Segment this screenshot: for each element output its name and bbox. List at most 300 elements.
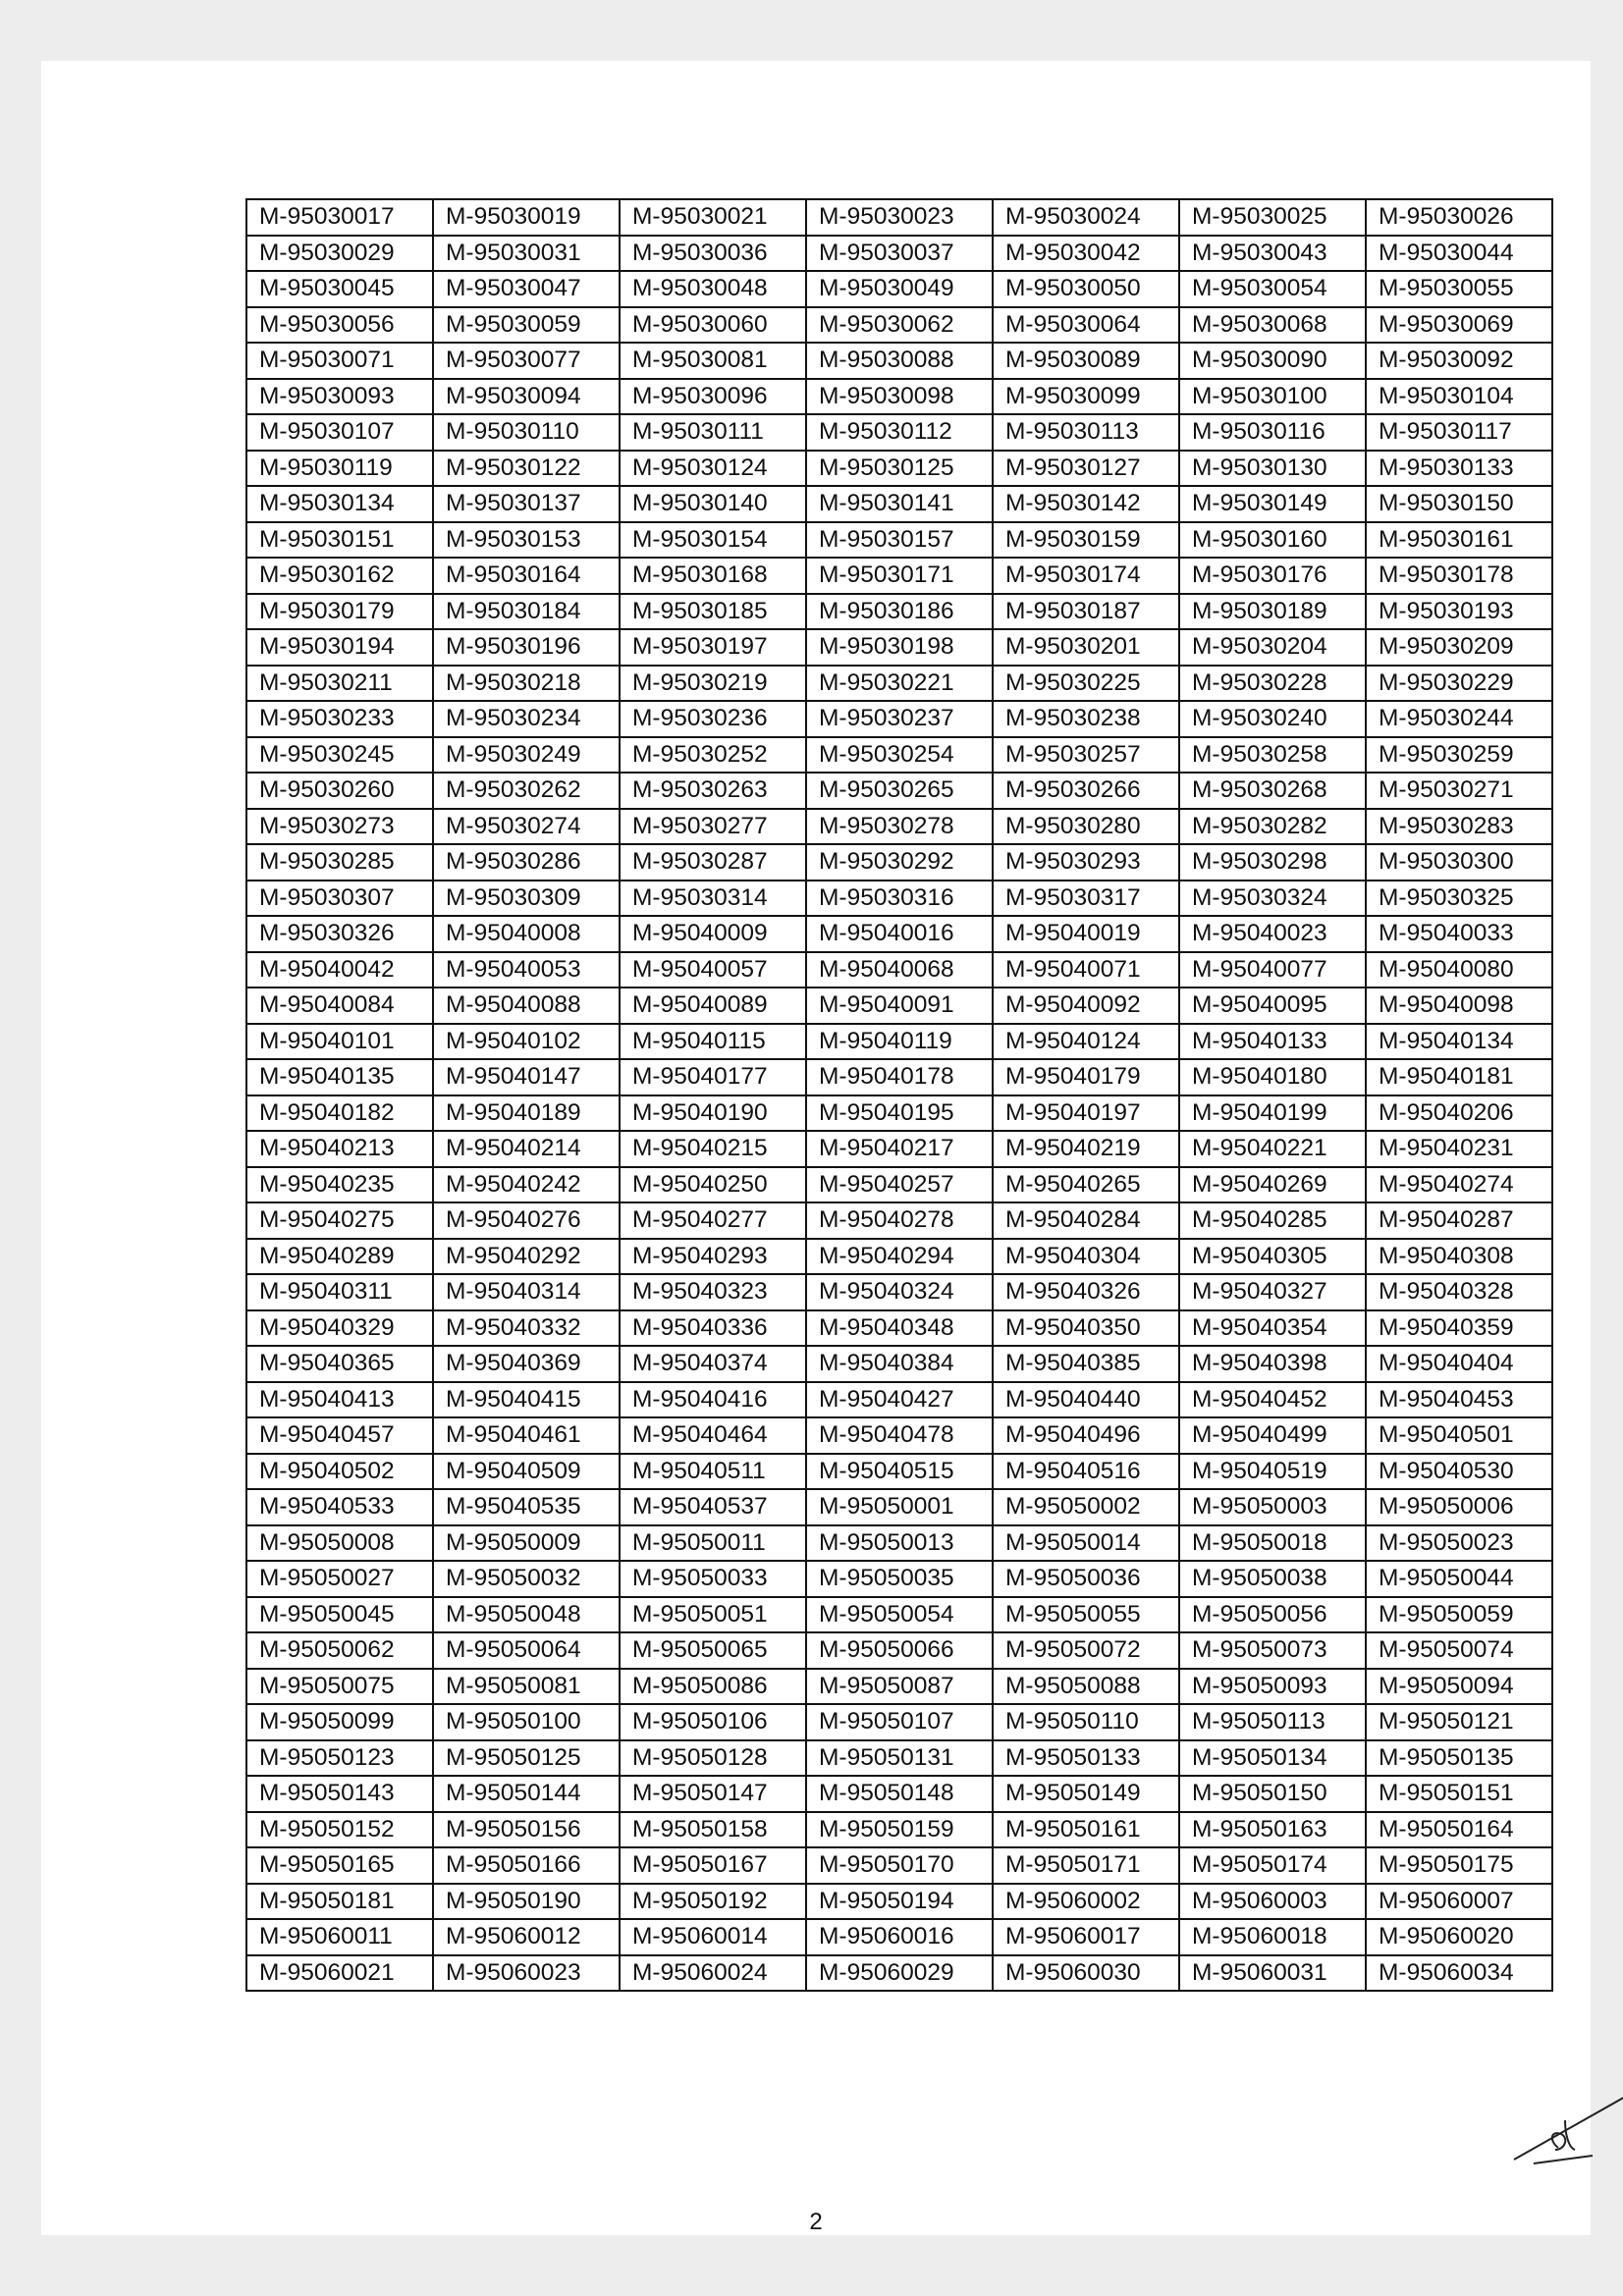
table-cell: M-95040369 xyxy=(433,1346,620,1382)
table-cell: M-95050059 xyxy=(1366,1597,1552,1633)
table-cell: M-95040287 xyxy=(1366,1202,1552,1239)
registration-number-table xyxy=(245,198,1553,1992)
table-cell: M-95030094 xyxy=(433,379,620,415)
table-cell: M-95030187 xyxy=(993,594,1179,630)
table-cell: M-95040042 xyxy=(246,952,433,988)
table-cell: M-95050125 xyxy=(433,1740,620,1777)
table-cell: M-95030031 xyxy=(433,236,620,272)
table-cell: M-95040311 xyxy=(246,1274,433,1310)
table-row xyxy=(246,1310,1552,1347)
table-cell: M-95050158 xyxy=(620,1812,806,1848)
table-cell: M-95050181 xyxy=(246,1884,433,1920)
table-cell: M-95040354 xyxy=(1179,1310,1366,1347)
table-cell: M-95030238 xyxy=(993,701,1179,737)
table-cell: M-95040535 xyxy=(433,1489,620,1525)
table-cell: M-95030259 xyxy=(1366,737,1552,774)
table-cell: M-95030233 xyxy=(246,701,433,737)
table-cell: M-95050159 xyxy=(806,1812,993,1848)
table-cell: M-95040457 xyxy=(246,1417,433,1454)
table-cell: M-95030252 xyxy=(620,737,806,774)
table-cell: M-95030186 xyxy=(806,594,993,630)
table-cell: M-95040275 xyxy=(246,1202,433,1239)
table-cell: M-95030093 xyxy=(246,379,433,415)
table-cell: M-95040181 xyxy=(1366,1059,1552,1095)
table-cell: M-95040197 xyxy=(993,1095,1179,1132)
table-cell: M-95030140 xyxy=(620,486,806,522)
table-row xyxy=(246,199,1552,236)
table-cell: M-95030024 xyxy=(993,199,1179,236)
table-row xyxy=(246,1561,1552,1597)
table-cell: M-95050128 xyxy=(620,1740,806,1777)
table-cell: M-95040332 xyxy=(433,1310,620,1347)
table-cell: M-95030069 xyxy=(1366,307,1552,344)
table-cell: M-95040365 xyxy=(246,1346,433,1382)
table-cell: M-95030159 xyxy=(993,522,1179,559)
table-cell: M-95050045 xyxy=(246,1597,433,1633)
table-cell: M-95030298 xyxy=(1179,844,1366,881)
table-row xyxy=(246,1489,1552,1525)
table-cell: M-95030023 xyxy=(806,199,993,236)
table-cell: M-95060029 xyxy=(806,1955,993,1992)
table-cell: M-95050164 xyxy=(1366,1812,1552,1848)
table-cell: M-95030096 xyxy=(620,379,806,415)
table-cell: M-95050123 xyxy=(246,1740,433,1777)
table-cell: M-95040071 xyxy=(993,952,1179,988)
table-cell: M-95030059 xyxy=(433,307,620,344)
table-cell: M-95030049 xyxy=(806,271,993,307)
page-number: 2 xyxy=(809,2209,823,2235)
table-cell: M-95030225 xyxy=(993,666,1179,702)
table-cell: M-95050033 xyxy=(620,1561,806,1597)
table-cell: M-95050110 xyxy=(993,1704,1179,1740)
table-cell: M-95050106 xyxy=(620,1704,806,1740)
table-cell: M-95030099 xyxy=(993,379,1179,415)
table-cell: M-95050075 xyxy=(246,1669,433,1705)
table-row xyxy=(246,414,1552,451)
table-cell: M-95030133 xyxy=(1366,451,1552,487)
table-cell: M-95040182 xyxy=(246,1095,433,1132)
table-cell: M-95030234 xyxy=(433,701,620,737)
table-cell: M-95030062 xyxy=(806,307,993,344)
table-cell: M-95050056 xyxy=(1179,1597,1366,1633)
table-cell: M-95030254 xyxy=(806,737,993,774)
table-cell: M-95040440 xyxy=(993,1382,1179,1418)
table-cell: M-95040134 xyxy=(1366,1024,1552,1060)
table-cell: M-95050094 xyxy=(1366,1669,1552,1705)
table-cell: M-95040250 xyxy=(620,1167,806,1203)
table-cell: M-95060003 xyxy=(1179,1884,1366,1920)
table-cell: M-95050156 xyxy=(433,1812,620,1848)
table-cell: M-95030218 xyxy=(433,666,620,702)
table-cell: M-95030089 xyxy=(993,343,1179,379)
table-cell: M-95040348 xyxy=(806,1310,993,1347)
table-cell: M-95040329 xyxy=(246,1310,433,1347)
table-cell: M-95030043 xyxy=(1179,236,1366,272)
table-cell: M-95030283 xyxy=(1366,809,1552,845)
table-cell: M-95030149 xyxy=(1179,486,1366,522)
table-cell: M-95030055 xyxy=(1366,271,1552,307)
table-cell: M-95030240 xyxy=(1179,701,1366,737)
table-cell: M-95040091 xyxy=(806,988,993,1024)
table-cell: M-95030176 xyxy=(1179,558,1366,594)
table-cell: M-95060016 xyxy=(806,1919,993,1955)
table-cell: M-95040284 xyxy=(993,1202,1179,1239)
table-cell: M-95030193 xyxy=(1366,594,1552,630)
table-cell: M-95040292 xyxy=(433,1239,620,1275)
table-cell: M-95040053 xyxy=(433,952,620,988)
table-cell: M-95050023 xyxy=(1366,1525,1552,1562)
table-cell: M-95040068 xyxy=(806,952,993,988)
table-row xyxy=(246,1454,1552,1490)
table-cell: M-95050150 xyxy=(1179,1776,1366,1812)
table-cell: M-95030278 xyxy=(806,809,993,845)
table-cell: M-95050088 xyxy=(993,1669,1179,1705)
table-cell: M-95050008 xyxy=(246,1525,433,1562)
table-cell: M-95030119 xyxy=(246,451,433,487)
table-cell: M-95050003 xyxy=(1179,1489,1366,1525)
table-cell: M-95050149 xyxy=(993,1776,1179,1812)
table-cell: M-95030266 xyxy=(993,773,1179,809)
table-cell: M-95040328 xyxy=(1366,1274,1552,1310)
table-row xyxy=(246,1776,1552,1812)
table-cell: M-95030019 xyxy=(433,199,620,236)
table-cell: M-95030025 xyxy=(1179,199,1366,236)
table-row xyxy=(246,1131,1552,1167)
table-cell: M-95030263 xyxy=(620,773,806,809)
table-cell: M-95050192 xyxy=(620,1884,806,1920)
table-cell: M-95040008 xyxy=(433,916,620,952)
table-cell: M-95040092 xyxy=(993,988,1179,1024)
table-cell: M-95040314 xyxy=(433,1274,620,1310)
table-cell: M-95040305 xyxy=(1179,1239,1366,1275)
table-cell: M-95040265 xyxy=(993,1167,1179,1203)
table-cell: M-95050036 xyxy=(993,1561,1179,1597)
table-cell: M-95040269 xyxy=(1179,1167,1366,1203)
table-cell: M-95050134 xyxy=(1179,1740,1366,1777)
table-cell: M-95060012 xyxy=(433,1919,620,1955)
table-cell: M-95030244 xyxy=(1366,701,1552,737)
table-cell: M-95030113 xyxy=(993,414,1179,451)
table-cell: M-95040515 xyxy=(806,1454,993,1490)
table-row xyxy=(246,1274,1552,1310)
table-cell: M-95030174 xyxy=(993,558,1179,594)
table-cell: M-95040336 xyxy=(620,1310,806,1347)
table-cell: M-95050051 xyxy=(620,1597,806,1633)
table-cell: M-95050038 xyxy=(1179,1561,1366,1597)
table-cell: M-95030300 xyxy=(1366,844,1552,881)
table-cell: M-95040135 xyxy=(246,1059,433,1095)
table-cell: M-95030184 xyxy=(433,594,620,630)
table-cell: M-95050148 xyxy=(806,1776,993,1812)
table-cell: M-95040215 xyxy=(620,1131,806,1167)
table-cell: M-95030201 xyxy=(993,629,1179,666)
table-cell: M-95040242 xyxy=(433,1167,620,1203)
table-cell: M-95030162 xyxy=(246,558,433,594)
table-cell: M-95030194 xyxy=(246,629,433,666)
table-cell: M-95060002 xyxy=(993,1884,1179,1920)
table-cell: M-95040537 xyxy=(620,1489,806,1525)
table-cell: M-95030168 xyxy=(620,558,806,594)
table-cell: M-95030160 xyxy=(1179,522,1366,559)
table-cell: M-95030221 xyxy=(806,666,993,702)
table-row xyxy=(246,1847,1552,1884)
table-cell: M-95040189 xyxy=(433,1095,620,1132)
table-cell: M-95040511 xyxy=(620,1454,806,1490)
table-row xyxy=(246,1202,1552,1239)
table-row xyxy=(246,451,1552,487)
table-cell: M-95040276 xyxy=(433,1202,620,1239)
table-cell: M-95030029 xyxy=(246,236,433,272)
table-cell: M-95050064 xyxy=(433,1632,620,1669)
table-row xyxy=(246,1704,1552,1740)
table-row xyxy=(246,1239,1552,1275)
table-cell: M-95030107 xyxy=(246,414,433,451)
table-cell: M-95030048 xyxy=(620,271,806,307)
table-cell: M-95030071 xyxy=(246,343,433,379)
table-cell: M-95060021 xyxy=(246,1955,433,1992)
table-cell: M-95030324 xyxy=(1179,881,1366,917)
table-cell: M-95030153 xyxy=(433,522,620,559)
table-cell: M-95040519 xyxy=(1179,1454,1366,1490)
table-cell: M-95040231 xyxy=(1366,1131,1552,1167)
table-cell: M-95030036 xyxy=(620,236,806,272)
table-row xyxy=(246,1167,1552,1203)
table-cell: M-95040101 xyxy=(246,1024,433,1060)
table-row xyxy=(246,881,1552,917)
table-cell: M-95050161 xyxy=(993,1812,1179,1848)
table-cell: M-95030127 xyxy=(993,451,1179,487)
table-cell: M-95040453 xyxy=(1366,1382,1552,1418)
table-cell: M-95040179 xyxy=(993,1059,1179,1095)
table-cell: M-95040461 xyxy=(433,1417,620,1454)
table-cell: M-95030293 xyxy=(993,844,1179,881)
table-cell: M-95030262 xyxy=(433,773,620,809)
table-cell: M-95040080 xyxy=(1366,952,1552,988)
table-cell: M-95030088 xyxy=(806,343,993,379)
table-cell: M-95030179 xyxy=(246,594,433,630)
table-cell: M-95030154 xyxy=(620,522,806,559)
table-cell: M-95040023 xyxy=(1179,916,1366,952)
table-cell: M-95040180 xyxy=(1179,1059,1366,1095)
table-cell: M-95040478 xyxy=(806,1417,993,1454)
table-cell: M-95050054 xyxy=(806,1597,993,1633)
table-cell: M-95030122 xyxy=(433,451,620,487)
table-cell: M-95060018 xyxy=(1179,1919,1366,1955)
table-row xyxy=(246,1095,1552,1132)
table-row xyxy=(246,343,1552,379)
table-cell: M-95040324 xyxy=(806,1274,993,1310)
table-cell: M-95030090 xyxy=(1179,343,1366,379)
table-cell: M-95040213 xyxy=(246,1131,433,1167)
table-row xyxy=(246,701,1552,737)
table-cell: M-95040384 xyxy=(806,1346,993,1382)
table-cell: M-95030077 xyxy=(433,343,620,379)
table-row xyxy=(246,988,1552,1024)
table-cell: M-95030258 xyxy=(1179,737,1366,774)
table-cell: M-95050066 xyxy=(806,1632,993,1669)
table-cell: M-95050011 xyxy=(620,1525,806,1562)
table-row xyxy=(246,271,1552,307)
table-cell: M-95050165 xyxy=(246,1847,433,1884)
table-cell: M-95060017 xyxy=(993,1919,1179,1955)
table-cell: M-95050151 xyxy=(1366,1776,1552,1812)
table-cell: M-95030229 xyxy=(1366,666,1552,702)
table-cell: M-95040077 xyxy=(1179,952,1366,988)
table-cell: M-95030104 xyxy=(1366,379,1552,415)
table-cell: M-95030045 xyxy=(246,271,433,307)
table-cell: M-95030054 xyxy=(1179,271,1366,307)
table-cell: M-95030185 xyxy=(620,594,806,630)
table-cell: M-95030257 xyxy=(993,737,1179,774)
table-cell: M-95040323 xyxy=(620,1274,806,1310)
table-cell: M-95040098 xyxy=(1366,988,1552,1024)
table-cell: M-95040496 xyxy=(993,1417,1179,1454)
table-cell: M-95050100 xyxy=(433,1704,620,1740)
table-cell: M-95030211 xyxy=(246,666,433,702)
table-cell: M-95030326 xyxy=(246,916,433,952)
table-cell: M-95050147 xyxy=(620,1776,806,1812)
table-row xyxy=(246,307,1552,344)
table-cell: M-95050093 xyxy=(1179,1669,1366,1705)
table-cell: M-95040415 xyxy=(433,1382,620,1418)
table-cell: M-95030307 xyxy=(246,881,433,917)
table-cell: M-95040530 xyxy=(1366,1454,1552,1490)
table-cell: M-95060030 xyxy=(993,1955,1179,1992)
table-cell: M-95050081 xyxy=(433,1669,620,1705)
table-cell: M-95050087 xyxy=(806,1669,993,1705)
table-cell: M-95050013 xyxy=(806,1525,993,1562)
table-cell: M-95050002 xyxy=(993,1489,1179,1525)
signature-mark xyxy=(1504,2091,1623,2169)
table-cell: M-95030064 xyxy=(993,307,1179,344)
table-cell: M-95050009 xyxy=(433,1525,620,1562)
table-row xyxy=(246,1812,1552,1848)
table-cell: M-95060011 xyxy=(246,1919,433,1955)
table-cell: M-95040177 xyxy=(620,1059,806,1095)
table-row xyxy=(246,1669,1552,1705)
table-cell: M-95030050 xyxy=(993,271,1179,307)
table-cell: M-95040350 xyxy=(993,1310,1179,1347)
table-cell: M-95030236 xyxy=(620,701,806,737)
table-cell: M-95030197 xyxy=(620,629,806,666)
table-cell: M-95040147 xyxy=(433,1059,620,1095)
table-cell: M-95030100 xyxy=(1179,379,1366,415)
table-cell: M-95030249 xyxy=(433,737,620,774)
table-cell: M-95030110 xyxy=(433,414,620,451)
table-cell: M-95060020 xyxy=(1366,1919,1552,1955)
table-row xyxy=(246,236,1552,272)
table-row xyxy=(246,1632,1552,1669)
table-cell: M-95040289 xyxy=(246,1239,433,1275)
table-cell: M-95040285 xyxy=(1179,1202,1366,1239)
table-cell: M-95030314 xyxy=(620,881,806,917)
table-cell: M-95050175 xyxy=(1366,1847,1552,1884)
table-cell: M-95030098 xyxy=(806,379,993,415)
table-cell: M-95030317 xyxy=(993,881,1179,917)
table-cell: M-95050121 xyxy=(1366,1704,1552,1740)
table-cell: M-95060023 xyxy=(433,1955,620,1992)
table-row xyxy=(246,486,1552,522)
table-cell: M-95040095 xyxy=(1179,988,1366,1024)
table-cell: M-95050032 xyxy=(433,1561,620,1597)
table-cell: M-95030150 xyxy=(1366,486,1552,522)
table-cell: M-95050018 xyxy=(1179,1525,1366,1562)
table-cell: M-95040199 xyxy=(1179,1095,1366,1132)
table-cell: M-95050131 xyxy=(806,1740,993,1777)
table-cell: M-95030274 xyxy=(433,809,620,845)
table-cell: M-95040115 xyxy=(620,1024,806,1060)
table-cell: M-95040326 xyxy=(993,1274,1179,1310)
table-cell: M-95050055 xyxy=(993,1597,1179,1633)
table-cell: M-95050190 xyxy=(433,1884,620,1920)
table-cell: M-95050143 xyxy=(246,1776,433,1812)
table-cell: M-95030237 xyxy=(806,701,993,737)
table-cell: M-95030325 xyxy=(1366,881,1552,917)
table-cell: M-95040088 xyxy=(433,988,620,1024)
table-cell: M-95030228 xyxy=(1179,666,1366,702)
table-cell: M-95030282 xyxy=(1179,809,1366,845)
table-cell: M-95050065 xyxy=(620,1632,806,1669)
table-cell: M-95030137 xyxy=(433,486,620,522)
table-cell: M-95030260 xyxy=(246,773,433,809)
table-cell: M-95050072 xyxy=(993,1632,1179,1669)
table-cell: M-95030271 xyxy=(1366,773,1552,809)
table-cell: M-95050086 xyxy=(620,1669,806,1705)
table-cell: M-95040057 xyxy=(620,952,806,988)
table-cell: M-95050171 xyxy=(993,1847,1179,1884)
table-cell: M-95040217 xyxy=(806,1131,993,1167)
table-row xyxy=(246,558,1552,594)
table-cell: M-95050014 xyxy=(993,1525,1179,1562)
table-cell: M-95040214 xyxy=(433,1131,620,1167)
table-cell: M-95050048 xyxy=(433,1597,620,1633)
table-cell: M-95030125 xyxy=(806,451,993,487)
table-cell: M-95050099 xyxy=(246,1704,433,1740)
table-cell: M-95040019 xyxy=(993,916,1179,952)
table-cell: M-95030112 xyxy=(806,414,993,451)
table-cell: M-95030044 xyxy=(1366,236,1552,272)
table-cell: M-95030124 xyxy=(620,451,806,487)
table-cell: M-95030037 xyxy=(806,236,993,272)
table-cell: M-95030081 xyxy=(620,343,806,379)
table-cell: M-95050135 xyxy=(1366,1740,1552,1777)
table-row xyxy=(246,1417,1552,1454)
table-cell: M-95030189 xyxy=(1179,594,1366,630)
table-cell: M-95060024 xyxy=(620,1955,806,1992)
table-cell: M-95050144 xyxy=(433,1776,620,1812)
table-row xyxy=(246,1955,1552,1992)
table-row xyxy=(246,1525,1552,1562)
table-cell: M-95030245 xyxy=(246,737,433,774)
table-cell: M-95030141 xyxy=(806,486,993,522)
table-cell: M-95040278 xyxy=(806,1202,993,1239)
table-row xyxy=(246,1740,1552,1777)
table-row xyxy=(246,1919,1552,1955)
table-cell: M-95030309 xyxy=(433,881,620,917)
table-body xyxy=(246,199,1552,1991)
table-cell: M-95040089 xyxy=(620,988,806,1024)
table-cell: M-95030268 xyxy=(1179,773,1366,809)
table-cell: M-95050006 xyxy=(1366,1489,1552,1525)
table-cell: M-95060031 xyxy=(1179,1955,1366,1992)
table-cell: M-95040257 xyxy=(806,1167,993,1203)
table-cell: M-95030196 xyxy=(433,629,620,666)
table-cell: M-95050167 xyxy=(620,1847,806,1884)
table-cell: M-95030209 xyxy=(1366,629,1552,666)
table-cell: M-95030287 xyxy=(620,844,806,881)
table-cell: M-95030219 xyxy=(620,666,806,702)
table-cell: M-95030273 xyxy=(246,809,433,845)
